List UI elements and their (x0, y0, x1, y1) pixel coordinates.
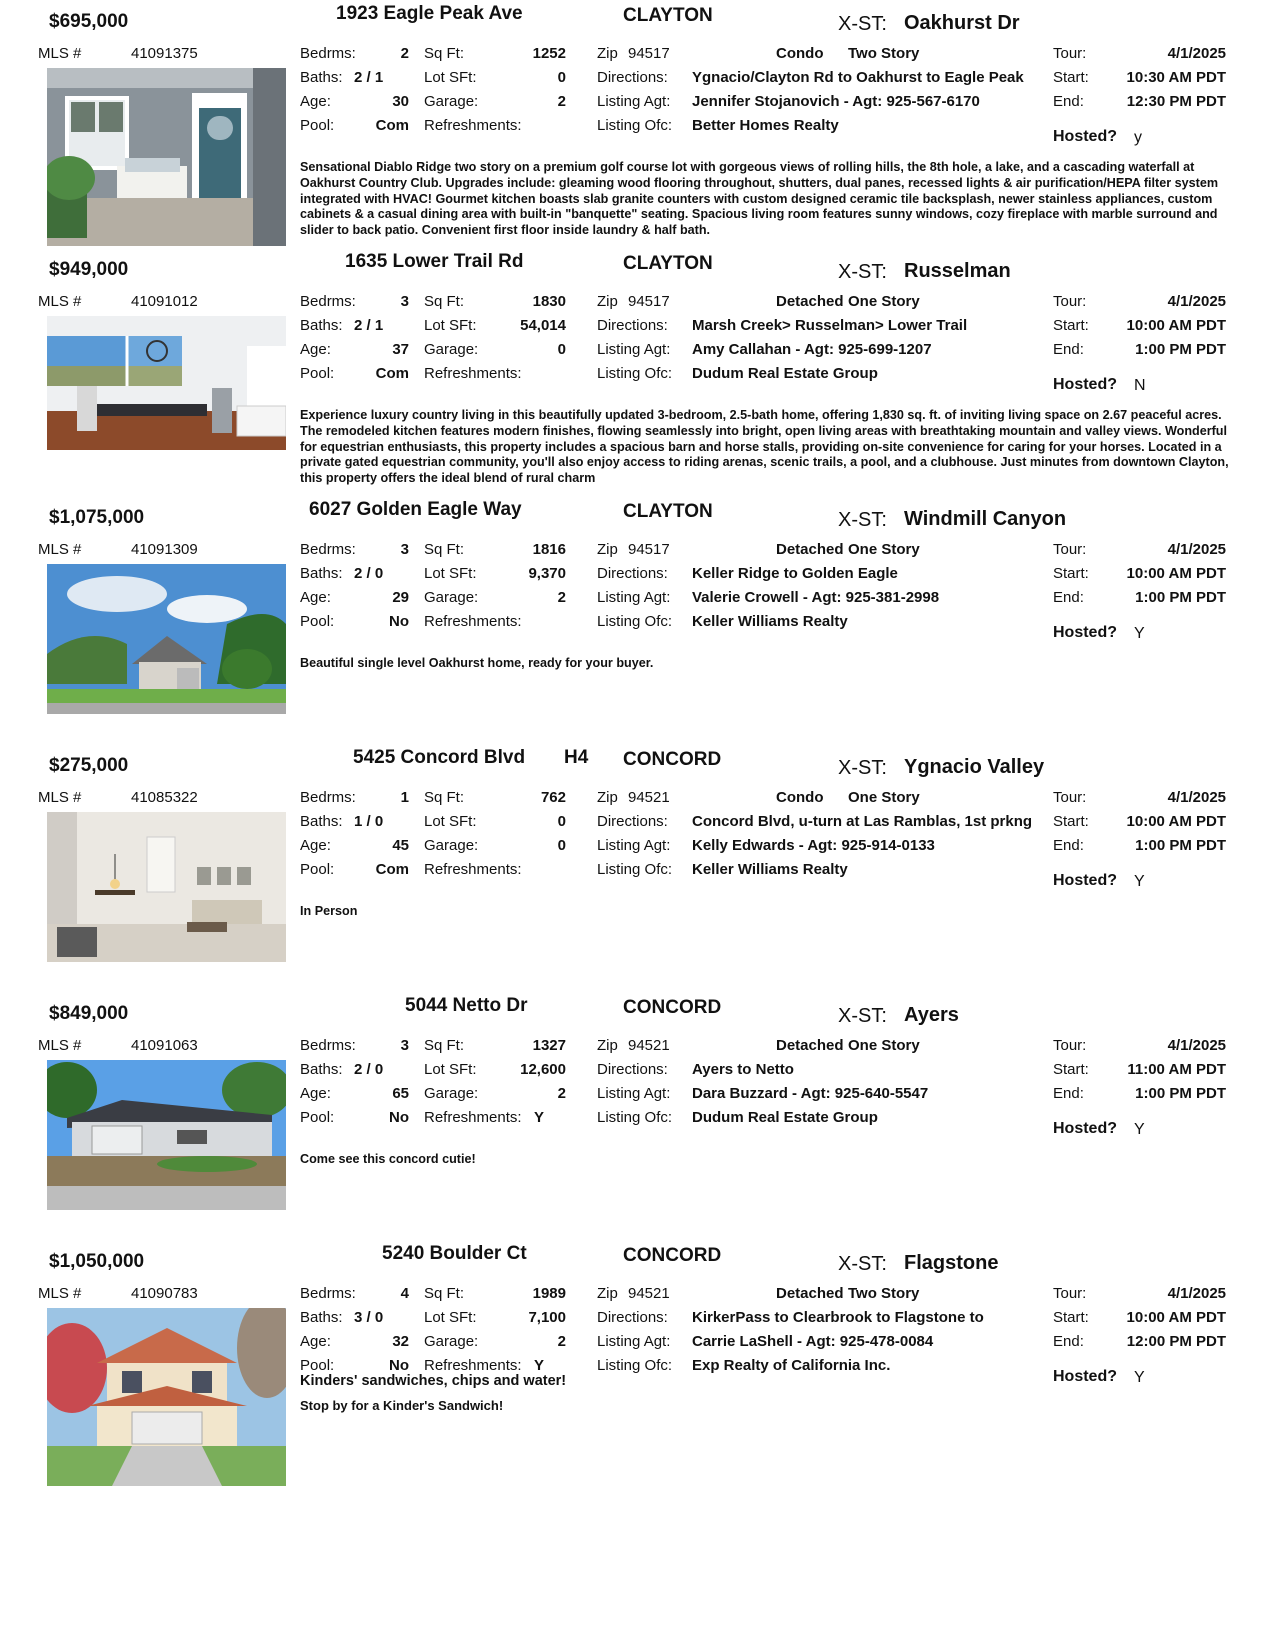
pool-label: Pool: (300, 365, 335, 382)
listing-description: Sensational Diablo Ridge two story on a premium golf course lot with gorgeous views of rolling hills, the 8th hole, a lake, and a cascading waterfall at Oakhurst Country Club. Upgrades include: gleaming wood flooring throughout, shutters, dual panes, recessed lights & air purification/HEPA filter system integrated with HVAC! Gourmet kitchen boasts slab granite counters with custom designed ceramic tile backsplash, newer stainless appliances, custom cabinets & a casual dining area with built-in "banquette" seating. Spacious living room features sunny windows, cozy fireplace with marble surround and slider to back patio. Convenient first floor inside laundry & half bath. (300, 160, 1219, 238)
lot-sqft-label: Lot SFt: (424, 69, 477, 86)
cross-street-label: X-ST: (838, 1005, 887, 1027)
listing-city: CONCORD (623, 997, 722, 1018)
garage-value: 2 (557, 1333, 566, 1350)
hosted-value: Y (1134, 873, 1145, 890)
mls-label: MLS # (38, 541, 82, 558)
refreshments-label: Refreshments: (424, 365, 522, 382)
age-value: 37 (392, 341, 409, 358)
bedrooms-label: Bedrms: (300, 293, 356, 310)
listing-office-value: Better Homes Realty (692, 117, 839, 134)
mls-number: 41091012 (131, 293, 198, 310)
refreshment-note: Kinders' sandwiches, chips and water! (300, 1373, 567, 1389)
end-label: End: (1053, 589, 1084, 606)
refreshments-label: Refreshments: (424, 861, 522, 878)
directions-label: Directions: (597, 317, 668, 334)
start-time: 10:00 AM PDT (1126, 565, 1226, 582)
mls-label: MLS # (38, 293, 82, 310)
zip-value: 94521 (628, 1285, 670, 1302)
hosted-value: N (1134, 377, 1146, 394)
directions-label: Directions: (597, 1061, 668, 1078)
zip-value: 94517 (628, 45, 670, 62)
property-type: Detached (776, 541, 844, 558)
bedrooms-value: 2 (400, 45, 409, 62)
tour-date: 4/1/2025 (1167, 1037, 1226, 1054)
cross-street-label: X-ST: (838, 509, 887, 531)
listing-agent-label: Listing Agt: (597, 589, 671, 606)
listing-office-label: Listing Ofc: (597, 861, 673, 878)
listing-card (0, 744, 1275, 1006)
garage-label: Garage: (424, 837, 479, 854)
mls-number: 41091375 (131, 45, 198, 62)
tour-label: Tour: (1053, 293, 1087, 310)
sqft-value: 762 (540, 789, 566, 806)
refreshments-value: Y (534, 1109, 545, 1126)
zip-label: Zip (597, 541, 618, 558)
hosted-value: y (1134, 129, 1142, 146)
listing-agent-label: Listing Agt: (597, 341, 671, 358)
refreshments-label: Refreshments: (424, 1357, 522, 1374)
sqft-value: 1989 (532, 1285, 566, 1302)
end-time: 1:00 PM PDT (1135, 589, 1226, 606)
lot-sqft-label: Lot SFt: (424, 1061, 477, 1078)
baths-label: Baths: (300, 69, 343, 86)
listing-agent-label: Listing Agt: (597, 837, 671, 854)
listing-address: 5425 Concord Blvd (353, 747, 526, 768)
listing-agent-label: Listing Agt: (597, 93, 671, 110)
hosted-label: Hosted? (1053, 624, 1117, 641)
refreshments-label: Refreshments: (424, 613, 522, 630)
listing-description: Experience luxury country living in this beautifully updated 3-bedroom, 2.5-bath home, offering 1,830 sq. ft. of inviting living space on 2.67 peaceful acres. The remodeled kitchen features modern finishes, flowing seamlessly into bright, open living areas with breathtaking mountain and valley views. Wonderful for equestrian enthusiasts, this property includes a spacious barn and horse stalls, providing on-site convenience for caring for your horses. Located in a private gated equestrian community, you'll also enjoy access to riding arenas, scenic trails, a pool, and a clubhouse. Just minutes from downtown Clayton, this property offers the ideal blend of rural charm (300, 408, 1229, 486)
end-label: End: (1053, 1333, 1084, 1350)
listing-office-value: Exp Realty of California Inc. (692, 1357, 891, 1374)
directions-label: Directions: (597, 565, 668, 582)
baths-value: 1 / 0 (354, 813, 384, 830)
listing-office-label: Listing Ofc: (597, 1357, 673, 1374)
hosted-label: Hosted? (1053, 1120, 1117, 1137)
baths-label: Baths: (300, 317, 343, 334)
cross-street-label: X-ST: (838, 261, 887, 283)
listing-description: In Person (300, 904, 358, 918)
baths-label: Baths: (300, 565, 343, 582)
start-label: Start: (1053, 317, 1089, 334)
start-label: Start: (1053, 565, 1089, 582)
end-label: End: (1053, 1085, 1084, 1102)
baths-label: Baths: (300, 813, 343, 830)
directions-value: Concord Blvd, u-turn at Las Ramblas, 1st prkng (692, 813, 1033, 830)
directions-value: Marsh Creek> Russelman> Lower Trail (692, 317, 968, 334)
living-room-photo (47, 812, 286, 990)
start-label: Start: (1053, 69, 1089, 86)
directions-value: Keller Ridge to Golden Eagle (692, 565, 898, 582)
bedrooms-value: 3 (400, 293, 409, 310)
cross-street-label: X-ST: (838, 13, 887, 35)
tour-label: Tour: (1053, 1037, 1087, 1054)
age-label: Age: (300, 837, 331, 854)
listing-city: CLAYTON (623, 5, 713, 26)
pool-label: Pool: (300, 861, 335, 878)
listing-card (0, 1240, 1275, 1502)
directions-label: Directions: (597, 1309, 668, 1326)
age-label: Age: (300, 1333, 331, 1350)
listing-office-label: Listing Ofc: (597, 365, 673, 382)
start-time: 10:00 AM PDT (1126, 813, 1226, 830)
listing-agent-value: Jennifer Stojanovich - Agt: 925-567-6170 (692, 93, 980, 110)
zip-label: Zip (597, 45, 618, 62)
start-time: 10:30 AM PDT (1126, 69, 1226, 86)
house-exterior-photo (47, 564, 286, 742)
story-type: One Story (848, 541, 920, 558)
baths-label: Baths: (300, 1061, 343, 1078)
listing-price: $275,000 (49, 755, 129, 776)
tour-date: 4/1/2025 (1167, 1285, 1226, 1302)
tour-date: 4/1/2025 (1167, 293, 1226, 310)
porch-photo (47, 68, 286, 246)
listing-office-label: Listing Ofc: (597, 1109, 673, 1126)
cross-street-value: Russelman (904, 260, 1011, 282)
mls-label: MLS # (38, 789, 82, 806)
story-type: Two Story (848, 45, 920, 62)
listing-description: Stop by for a Kinder's Sandwich! (300, 1398, 504, 1413)
age-value: 65 (392, 1085, 409, 1102)
baths-value: 2 / 0 (354, 1061, 384, 1078)
pool-label: Pool: (300, 117, 335, 134)
zip-value: 94521 (628, 1037, 670, 1054)
listing-price: $949,000 (49, 259, 129, 280)
sqft-label: Sq Ft: (424, 45, 465, 62)
sqft-label: Sq Ft: (424, 541, 465, 558)
listing-card (0, 0, 1275, 262)
pool-value: No (389, 613, 409, 630)
tour-date: 4/1/2025 (1167, 45, 1226, 62)
directions-label: Directions: (597, 813, 668, 830)
sqft-value: 1327 (532, 1037, 566, 1054)
two-story-house-photo (47, 1308, 286, 1486)
lot-sqft-label: Lot SFt: (424, 1309, 477, 1326)
refreshments-value: Y (534, 1357, 545, 1374)
listing-office-value: Dudum Real Estate Group (692, 1109, 878, 1126)
start-time: 10:00 AM PDT (1126, 1309, 1226, 1326)
property-type: Condo (776, 45, 824, 62)
end-time: 1:00 PM PDT (1135, 837, 1226, 854)
cross-street-label: X-ST: (838, 1253, 887, 1275)
listing-price: $849,000 (49, 1003, 129, 1024)
end-label: End: (1053, 341, 1084, 358)
listing-address: 1923 Eagle Peak Ave (336, 3, 523, 24)
cross-street-label: X-ST: (838, 757, 887, 779)
baths-value: 2 / 1 (354, 317, 384, 334)
property-type: Detached (776, 1037, 844, 1054)
lot-sqft-value: 0 (557, 69, 566, 86)
end-label: End: (1053, 837, 1084, 854)
bedrooms-value: 3 (400, 541, 409, 558)
story-type: One Story (848, 789, 920, 806)
garage-value: 0 (557, 837, 566, 854)
zip-value: 94521 (628, 789, 670, 806)
sqft-label: Sq Ft: (424, 293, 465, 310)
listing-price: $1,075,000 (49, 507, 145, 528)
sqft-label: Sq Ft: (424, 1037, 465, 1054)
listing-agent-value: Carrie LaShell - Agt: 925-478-0084 (692, 1333, 934, 1350)
end-time: 12:30 PM PDT (1126, 93, 1226, 110)
baths-value: 3 / 0 (354, 1309, 384, 1326)
bedrooms-value: 1 (400, 789, 409, 806)
directions-value: Ygnacio/Clayton Rd to Oakhurst to Eagle Peak (692, 69, 1024, 86)
start-time: 11:00 AM PDT (1127, 1061, 1226, 1078)
age-label: Age: (300, 1085, 331, 1102)
hosted-value: Y (1134, 625, 1145, 642)
property-type: Condo (776, 789, 824, 806)
start-label: Start: (1053, 813, 1089, 830)
dining-room-photo (47, 316, 286, 494)
zip-value: 94517 (628, 293, 670, 310)
lot-sqft-value: 54,014 (520, 317, 566, 334)
sqft-value: 1252 (532, 45, 566, 62)
tour-label: Tour: (1053, 45, 1087, 62)
age-value: 29 (392, 589, 409, 606)
mls-number: 41091309 (131, 541, 198, 558)
garage-label: Garage: (424, 1085, 479, 1102)
listing-price: $695,000 (49, 11, 129, 32)
tour-date: 4/1/2025 (1167, 541, 1226, 558)
listing-description: Come see this concord cutie! (300, 1152, 476, 1166)
listing-city: CLAYTON (623, 253, 713, 274)
age-value: 30 (392, 93, 409, 110)
garage-label: Garage: (424, 93, 479, 110)
sqft-value: 1816 (532, 541, 566, 558)
directions-value: KirkerPass to Clearbrook to Flagstone to (692, 1309, 984, 1326)
listing-office-value: Dudum Real Estate Group (692, 365, 878, 382)
garage-value: 2 (557, 93, 566, 110)
listing-agent-label: Listing Agt: (597, 1333, 671, 1350)
pool-label: Pool: (300, 1109, 335, 1126)
lot-sqft-label: Lot SFt: (424, 565, 477, 582)
lot-sqft-value: 9,370 (528, 565, 566, 582)
listing-office-label: Listing Ofc: (597, 613, 673, 630)
mls-number: 41085322 (131, 789, 198, 806)
pool-value: Com (375, 365, 409, 382)
zip-label: Zip (597, 1285, 618, 1302)
start-label: Start: (1053, 1061, 1089, 1078)
listing-address: 5044 Netto Dr (405, 995, 528, 1016)
mls-number: 41090783 (131, 1285, 198, 1302)
hosted-value: Y (1134, 1121, 1145, 1138)
mls-label: MLS # (38, 1037, 82, 1054)
pool-label: Pool: (300, 1357, 335, 1374)
garage-value: 2 (557, 1085, 566, 1102)
tour-label: Tour: (1053, 541, 1087, 558)
mls-label: MLS # (38, 1285, 82, 1302)
listing-office-value: Keller Williams Realty (692, 613, 848, 630)
listing-address: 1635 Lower Trail Rd (345, 251, 524, 272)
tour-label: Tour: (1053, 789, 1087, 806)
story-type: Two Story (848, 1285, 920, 1302)
listing-description: Beautiful single level Oakhurst home, ready for your buyer. (300, 656, 654, 670)
age-label: Age: (300, 93, 331, 110)
baths-label: Baths: (300, 1309, 343, 1326)
garage-label: Garage: (424, 1333, 479, 1350)
listing-agent-value: Kelly Edwards - Agt: 925-914-0133 (692, 837, 935, 854)
age-label: Age: (300, 589, 331, 606)
tour-date: 4/1/2025 (1167, 789, 1226, 806)
mls-number: 41091063 (131, 1037, 198, 1054)
bedrooms-label: Bedrms: (300, 1037, 356, 1054)
cross-street-value: Ayers (904, 1004, 959, 1026)
listing-card (0, 496, 1275, 758)
ranch-house-photo (47, 1060, 286, 1238)
end-time: 1:00 PM PDT (1135, 1085, 1226, 1102)
garage-label: Garage: (424, 341, 479, 358)
lot-sqft-label: Lot SFt: (424, 317, 477, 334)
cross-street-value: Flagstone (904, 1252, 999, 1274)
refreshments-label: Refreshments: (424, 117, 522, 134)
property-type: Detached (776, 1285, 844, 1302)
zip-label: Zip (597, 789, 618, 806)
end-time: 12:00 PM PDT (1126, 1333, 1226, 1350)
listing-office-label: Listing Ofc: (597, 117, 673, 134)
sqft-value: 1830 (532, 293, 566, 310)
start-time: 10:00 AM PDT (1126, 317, 1226, 334)
garage-value: 0 (557, 341, 566, 358)
baths-value: 2 / 1 (354, 69, 384, 86)
listing-agent-value: Valerie Crowell - Agt: 925-381-2998 (692, 589, 940, 606)
hosted-label: Hosted? (1053, 376, 1117, 393)
sqft-label: Sq Ft: (424, 789, 465, 806)
listing-office-value: Keller Williams Realty (692, 861, 848, 878)
sqft-label: Sq Ft: (424, 1285, 465, 1302)
listing-card (0, 248, 1275, 510)
story-type: One Story (848, 1037, 920, 1054)
cross-street-value: Windmill Canyon (904, 508, 1067, 530)
directions-value: Ayers to Netto (692, 1061, 794, 1078)
age-label: Age: (300, 341, 331, 358)
hosted-label: Hosted? (1053, 128, 1117, 145)
story-type: One Story (848, 293, 920, 310)
cross-street-value: Oakhurst Dr (904, 12, 1020, 34)
listing-agent-label: Listing Agt: (597, 1085, 671, 1102)
hosted-label: Hosted? (1053, 1368, 1117, 1385)
listing-city: CONCORD (623, 749, 722, 770)
listing-agent-value: Dara Buzzard - Agt: 925-640-5547 (692, 1085, 929, 1102)
garage-value: 2 (557, 589, 566, 606)
refreshments-label: Refreshments: (424, 1109, 522, 1126)
garage-label: Garage: (424, 589, 479, 606)
pool-label: Pool: (300, 613, 335, 630)
listing-card (0, 992, 1275, 1254)
listing-price: $1,050,000 (49, 1251, 145, 1272)
bedrooms-label: Bedrms: (300, 45, 356, 62)
hosted-value: Y (1134, 1369, 1145, 1386)
bedrooms-value: 4 (400, 1285, 409, 1302)
end-label: End: (1053, 93, 1084, 110)
lot-sqft-value: 12,600 (520, 1061, 566, 1078)
pool-value: No (389, 1357, 409, 1374)
lot-sqft-label: Lot SFt: (424, 813, 477, 830)
zip-label: Zip (597, 293, 618, 310)
property-type: Detached (776, 293, 844, 310)
start-label: Start: (1053, 1309, 1089, 1326)
bedrooms-value: 3 (400, 1037, 409, 1054)
bedrooms-label: Bedrms: (300, 1285, 356, 1302)
end-time: 1:00 PM PDT (1135, 341, 1226, 358)
mls-label: MLS # (38, 45, 82, 62)
age-value: 45 (392, 837, 409, 854)
zip-value: 94517 (628, 541, 670, 558)
hosted-label: Hosted? (1053, 872, 1117, 889)
bedrooms-label: Bedrms: (300, 789, 356, 806)
listing-address: 5240 Boulder Ct (382, 1243, 527, 1264)
listing-agent-value: Amy Callahan - Agt: 925-699-1207 (692, 341, 932, 358)
pool-value: No (389, 1109, 409, 1126)
zip-label: Zip (597, 1037, 618, 1054)
listing-city: CONCORD (623, 1245, 722, 1266)
cross-street-value: Ygnacio Valley (904, 756, 1045, 778)
age-value: 32 (392, 1333, 409, 1350)
lot-sqft-value: 7,100 (528, 1309, 566, 1326)
listing-unit: H4 (564, 747, 589, 768)
lot-sqft-value: 0 (557, 813, 566, 830)
pool-value: Com (375, 861, 409, 878)
listing-city: CLAYTON (623, 501, 713, 522)
baths-value: 2 / 0 (354, 565, 384, 582)
pool-value: Com (375, 117, 409, 134)
bedrooms-label: Bedrms: (300, 541, 356, 558)
tour-label: Tour: (1053, 1285, 1087, 1302)
listing-address: 6027 Golden Eagle Way (309, 499, 522, 520)
directions-label: Directions: (597, 69, 668, 86)
